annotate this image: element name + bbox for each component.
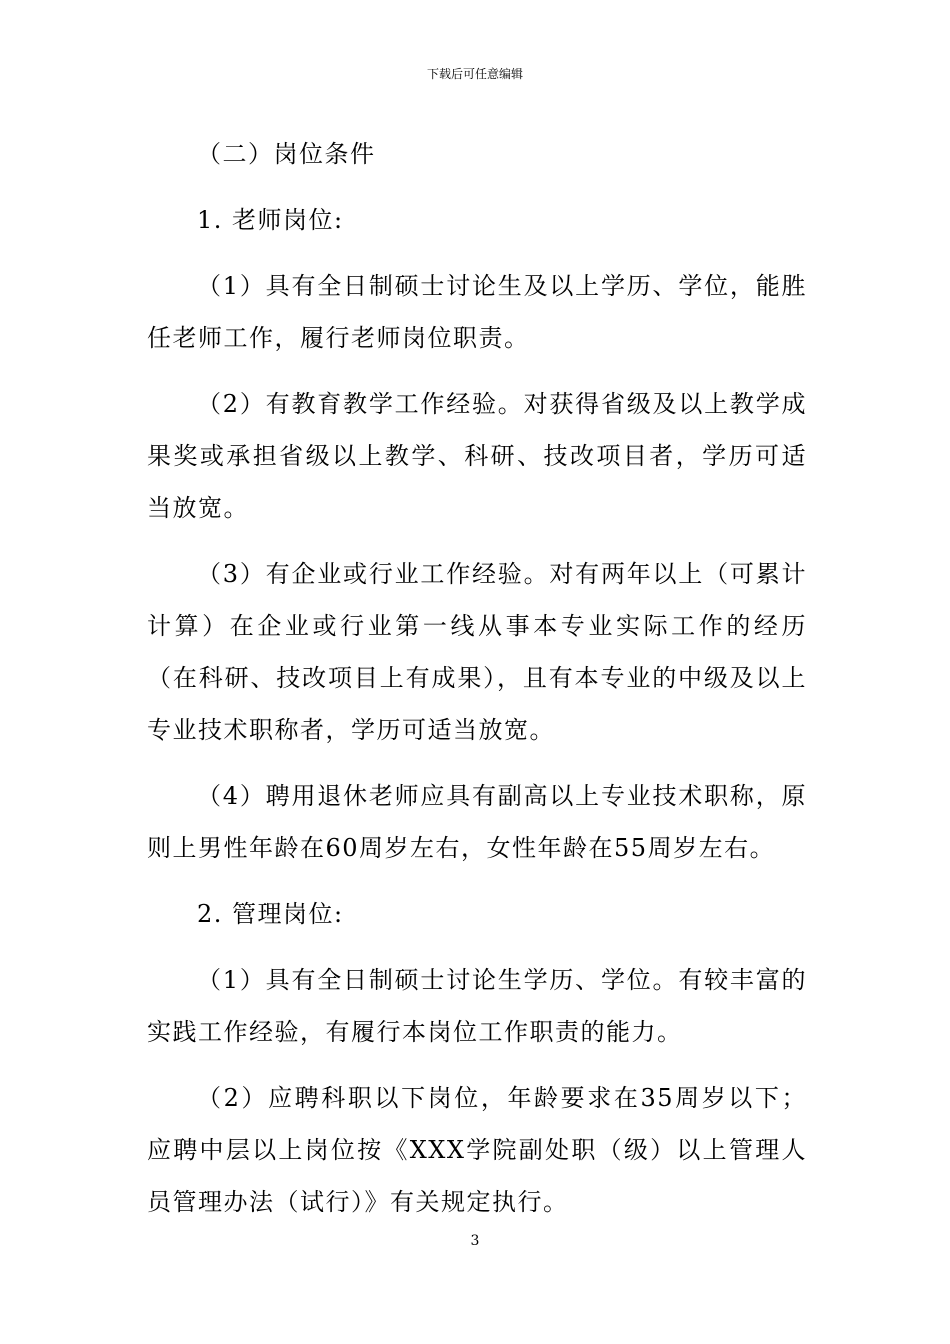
management-condition-1: （1）具有全日制硕士讨论生学历、学位。有较丰富的实践工作经验，有履行本岗位工作职责的能力。 bbox=[147, 966, 807, 1046]
management-condition-2: （2）应聘科职以下岗位，年龄要求在35周岁以下；应聘中层以上岗位按《XXX学院副处职（级）以上管理人员管理办法（试行）》有关规定执行。 bbox=[147, 1084, 807, 1216]
document-body bbox=[147, 128, 807, 1228]
teacher-condition-3: （3）有企业或行业工作经验。对有两年以上（可累计计算）在企业或行业第一线从事本专业实际工作的经历（在科研、技改项目上有成果），且有本专业的中级及以上专业技术职称者，学历可适当放宽。 bbox=[147, 560, 807, 744]
teacher-condition-2: （2）有教育教学工作经验。对获得省级及以上教学成果奖或承担省级以上教学、科研、技改项目者，学历可适当放宽。 bbox=[147, 390, 807, 522]
subsection-teacher-heading: 1. 老师岗位: bbox=[197, 206, 344, 234]
page-number: 3 bbox=[470, 1233, 480, 1249]
teacher-condition-1: （1）具有全日制硕士讨论生及以上学历、学位，能胜任老师工作，履行老师岗位职责。 bbox=[147, 272, 807, 352]
page-header-note: 下载后可任意编辑 bbox=[426, 67, 523, 81]
section-heading: （二）岗位条件 bbox=[197, 140, 376, 168]
subsection-management-heading: 2. 管理岗位: bbox=[197, 900, 344, 928]
teacher-condition-4: （4）聘用退休老师应具有副高以上专业技术职称，原则上男性年龄在60周岁左右，女性年龄在55周岁左右。 bbox=[147, 782, 807, 862]
